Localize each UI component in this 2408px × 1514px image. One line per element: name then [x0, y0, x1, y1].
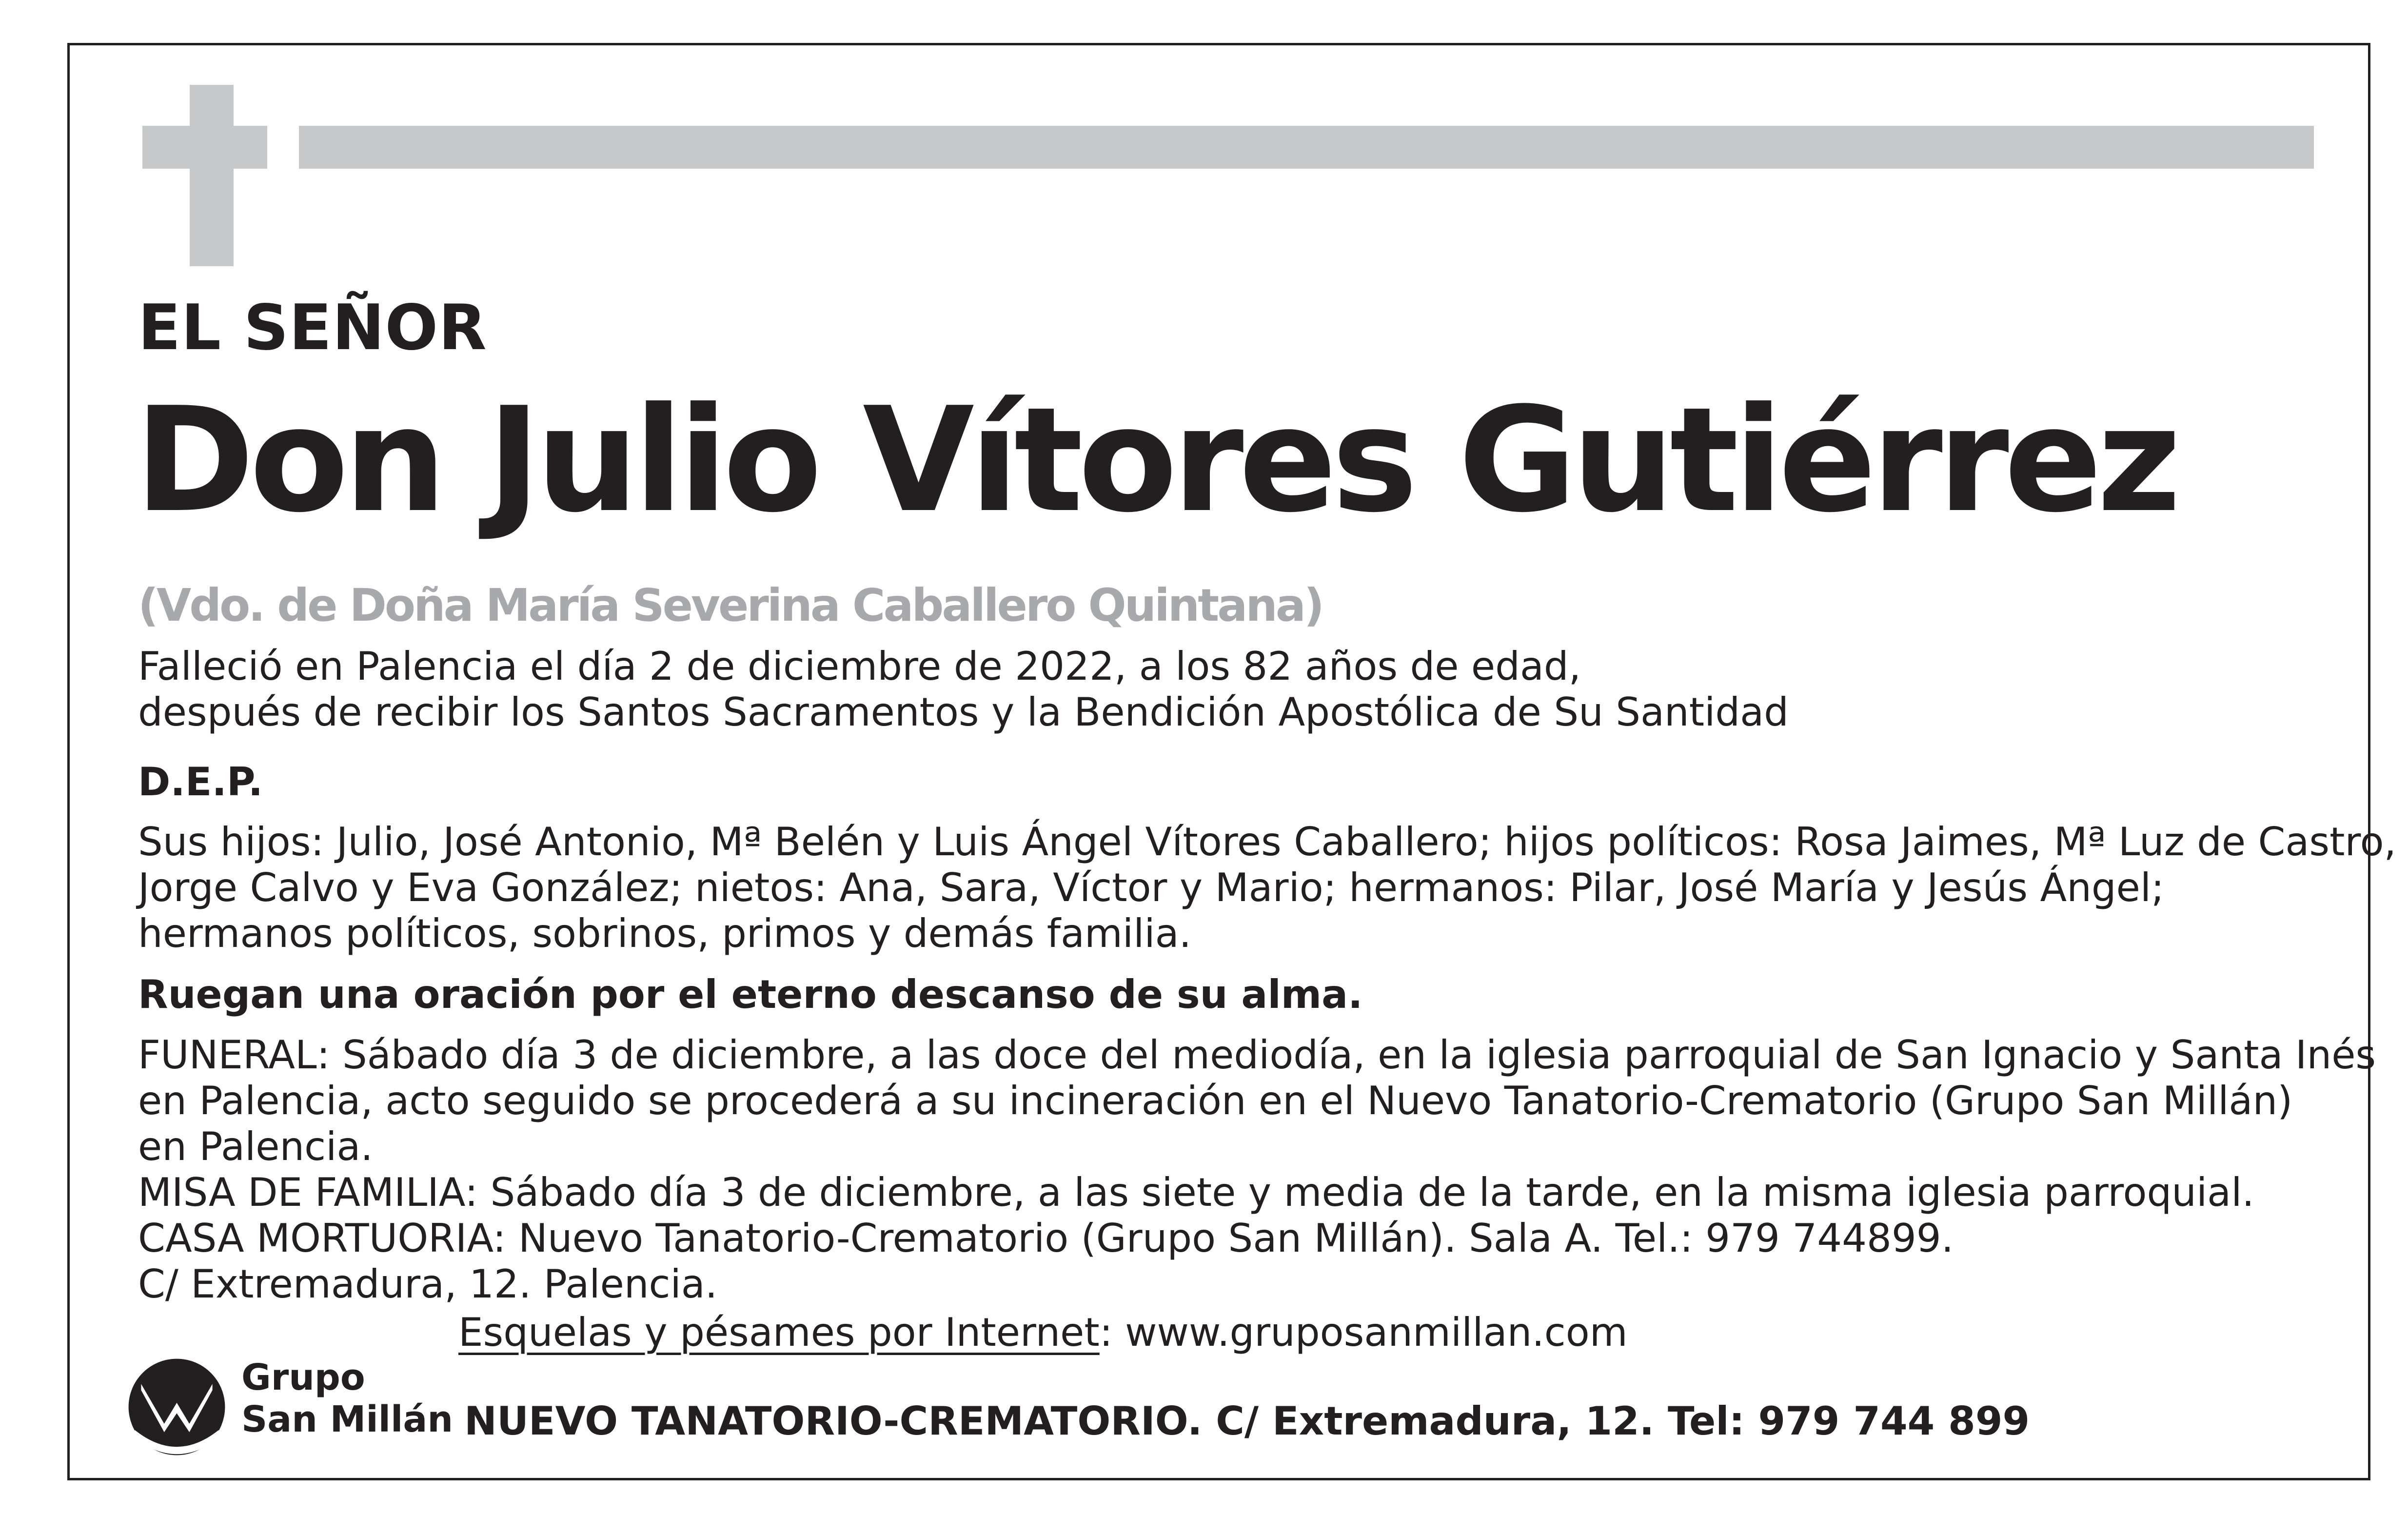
service-line: C/ Extremadura, 12. Palencia.	[138, 1261, 718, 1307]
family-line: Sus hijos: Julio, José Antonio, Mª Belén y Luis Ángel Vítores Caballero; hijos políticos: Rosa Jaimes, Mª Luz de Castro,	[138, 819, 2396, 865]
logo-text	[241, 1357, 453, 1440]
services-info	[138, 1032, 2376, 1307]
service-line: MISA DE FAMILIA: Sábado día 3 de diciembre, a las siete y media de la tarde, en la misma iglesia parroquial.	[138, 1170, 2254, 1215]
internet-url[interactable]: www.gruposanmillan.com	[1125, 1310, 1628, 1355]
footer-address: NUEVO TANATORIO-CREMATORIO. C/ Extremadura, 12. Tel: 979 744 899	[464, 1398, 2030, 1444]
internet-separator: :	[1099, 1310, 1125, 1355]
dep: D.E.P.	[138, 759, 263, 805]
prayer-request: Ruegan una oración por el eterno descanso de su alma.	[138, 972, 1363, 1017]
service-line: en Palencia.	[138, 1124, 373, 1169]
family-list	[138, 819, 2396, 957]
header-rule	[299, 126, 2314, 169]
internet-line	[458, 1310, 1628, 1355]
death-line: Falleció en Palencia el día 2 de diciembre de 2022, a los 82 años de edad,	[138, 644, 1581, 689]
service-line: en Palencia, acto seguido se procederá a su incineración en el Nuevo Tanatorio-Crematorio (Grupo San Millán)	[138, 1078, 2293, 1123]
service-line: FUNERAL: Sábado día 3 de diciembre, a las doce del mediodía, en la iglesia parroquial de San Ignacio y Santa Inés	[138, 1032, 2376, 1078]
family-line: hermanos políticos, sobrinos, primos y demás familia.	[138, 911, 1192, 956]
death-notice	[138, 644, 1789, 735]
service-line: CASA MORTUORIA: Nuevo Tanatorio-Crematorio (Grupo San Millán). Sala A. Tel.: 979 744899.	[138, 1216, 1954, 1261]
honorific: EL SEÑOR	[138, 292, 487, 364]
san-millan-logo-icon	[124, 1355, 229, 1459]
cross-vertical-bar	[190, 85, 234, 266]
widow-note: (Vdo. de Doña María Severina Caballero Quintana)	[138, 579, 1322, 631]
family-line: Jorge Calvo y Eva González; nietos: Ana, Sara, Víctor y Mario; hermanos: Pilar, José María y Jesús Ángel;	[138, 865, 2165, 910]
deceased-name: Don Julio Vítores Gutiérrez	[135, 376, 2176, 544]
internet-label[interactable]: Esquelas y pésames por Internet	[458, 1310, 1100, 1355]
cross-horizontal-bar	[142, 126, 267, 169]
logo-line-1: Grupo	[241, 1357, 365, 1398]
death-line: después de recibir los Santos Sacramentos y la Bendición Apostólica de Su Santidad	[138, 689, 1789, 735]
logo-line-2: San Millán	[241, 1398, 454, 1440]
